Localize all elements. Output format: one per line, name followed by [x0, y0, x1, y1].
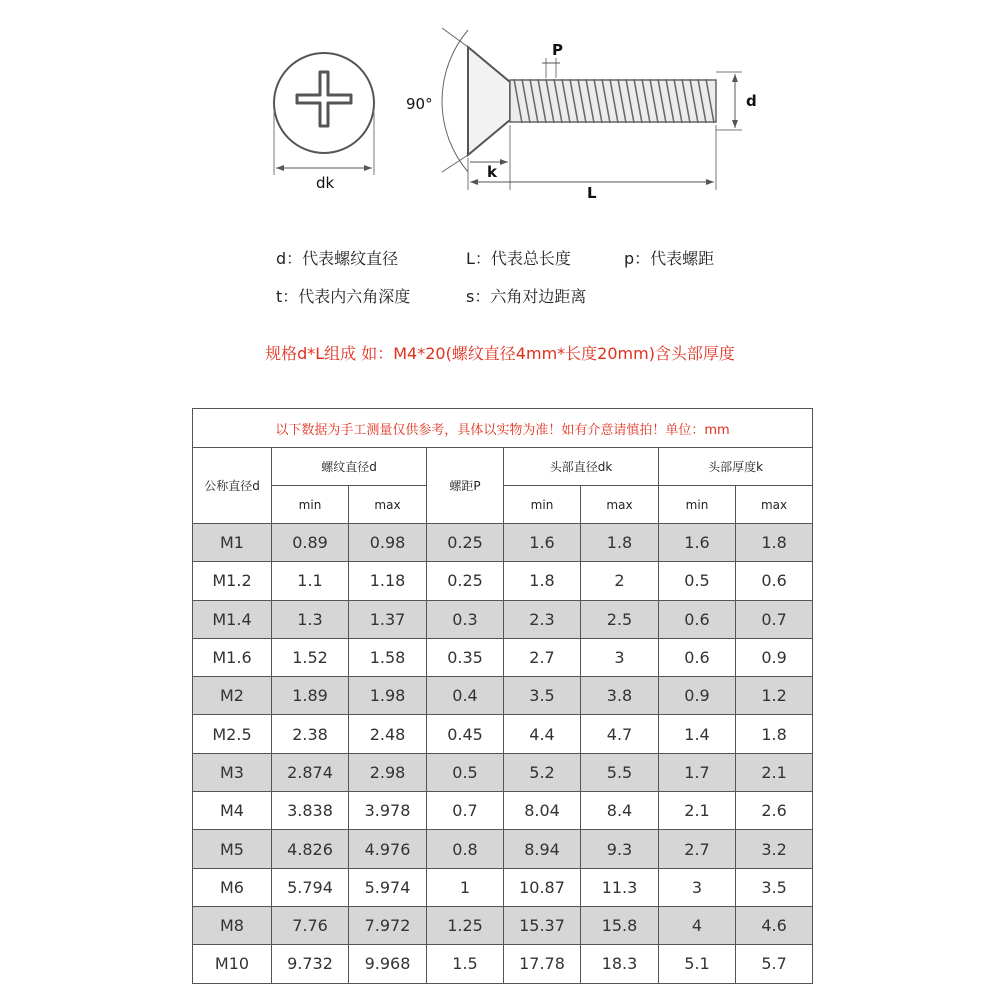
- cell-nominal: M5: [193, 830, 272, 868]
- cell-head-dia-min: 5.2: [504, 753, 581, 791]
- cell-thread-min: 1.1: [272, 562, 349, 600]
- cell-thread-min: 2.874: [272, 753, 349, 791]
- table-row: [193, 945, 813, 983]
- cell-head-thick-min: 0.9: [659, 677, 736, 715]
- cell-thread-max: 2.98: [349, 753, 427, 791]
- cell-head-dia-min: 10.87: [504, 868, 581, 906]
- cell-thread-max: 0.98: [349, 524, 427, 562]
- dk-label: dk: [316, 174, 335, 192]
- cell-head-dia-min: 1.8: [504, 562, 581, 600]
- cell-pitch: 0.25: [427, 562, 504, 600]
- cell-head-thick-max: 2.6: [736, 792, 813, 830]
- header-thread-diameter: 螺纹直径d: [272, 448, 427, 486]
- cell-nominal: M1: [193, 524, 272, 562]
- spec-table: [192, 408, 813, 984]
- cell-thread-min: 4.826: [272, 830, 349, 868]
- header-max: max: [349, 486, 427, 524]
- header-min: min: [659, 486, 736, 524]
- cell-nominal: M4: [193, 792, 272, 830]
- cell-thread-min: 7.76: [272, 906, 349, 944]
- cell-nominal: M1.6: [193, 638, 272, 676]
- cell-nominal: M1.2: [193, 562, 272, 600]
- cell-head-thick-min: 0.5: [659, 562, 736, 600]
- cell-head-thick-min: 2.1: [659, 792, 736, 830]
- cell-thread-max: 1.98: [349, 677, 427, 715]
- cell-head-dia-min: 8.04: [504, 792, 581, 830]
- cell-head-dia-max: 11.3: [581, 868, 659, 906]
- table-row: [193, 906, 813, 944]
- cell-head-dia-min: 2.3: [504, 600, 581, 638]
- cell-thread-min: 2.38: [272, 715, 349, 753]
- cell-head-thick-max: 4.6: [736, 906, 813, 944]
- cell-thread-max: 2.48: [349, 715, 427, 753]
- header-max: max: [581, 486, 659, 524]
- table-row: [193, 562, 813, 600]
- diameter-label: d: [746, 92, 757, 110]
- table-row: [193, 715, 813, 753]
- cell-pitch: 0.45: [427, 715, 504, 753]
- legend-d: d：代表螺纹直径: [276, 249, 399, 268]
- cell-head-dia-max: 8.4: [581, 792, 659, 830]
- cell-head-thick-max: 2.1: [736, 753, 813, 791]
- table-row: [193, 868, 813, 906]
- legend-s: s：六角对边距离: [466, 287, 587, 306]
- header-min: min: [504, 486, 581, 524]
- header-nominal: 公称直径d: [193, 448, 272, 524]
- length-label: L: [587, 184, 597, 202]
- head-thickness-label: k: [487, 163, 497, 181]
- header-min: min: [272, 486, 349, 524]
- cell-thread-min: 3.838: [272, 792, 349, 830]
- header-pitch: 螺距P: [427, 448, 504, 524]
- cell-head-dia-max: 2.5: [581, 600, 659, 638]
- cell-head-thick-max: 1.8: [736, 524, 813, 562]
- cell-head-dia-min: 17.78: [504, 945, 581, 983]
- cell-thread-min: 5.794: [272, 868, 349, 906]
- cell-thread-min: 1.3: [272, 600, 349, 638]
- cell-head-dia-min: 3.5: [504, 677, 581, 715]
- cell-nominal: M10: [193, 945, 272, 983]
- cell-thread-max: 7.972: [349, 906, 427, 944]
- cell-thread-max: 5.974: [349, 868, 427, 906]
- cell-nominal: M2: [193, 677, 272, 715]
- header-max: max: [736, 486, 813, 524]
- cell-head-dia-max: 5.5: [581, 753, 659, 791]
- legend-p: p：代表螺距: [624, 249, 715, 268]
- cell-thread-max: 4.976: [349, 830, 427, 868]
- cell-pitch: 0.7: [427, 792, 504, 830]
- legend-L: L：代表总长度: [466, 249, 571, 268]
- cell-pitch: 1: [427, 868, 504, 906]
- cell-thread-max: 3.978: [349, 792, 427, 830]
- cell-pitch: 0.35: [427, 638, 504, 676]
- cell-head-dia-max: 4.7: [581, 715, 659, 753]
- cell-pitch: 0.3: [427, 600, 504, 638]
- cell-head-thick-min: 2.7: [659, 830, 736, 868]
- cell-head-dia-max: 9.3: [581, 830, 659, 868]
- cell-head-thick-max: 1.2: [736, 677, 813, 715]
- cell-head-thick-min: 3: [659, 868, 736, 906]
- cell-thread-max: 1.58: [349, 638, 427, 676]
- cell-pitch: 0.5: [427, 753, 504, 791]
- cell-nominal: M2.5: [193, 715, 272, 753]
- cell-nominal: M3: [193, 753, 272, 791]
- angle-label: 90°: [406, 95, 433, 113]
- table-notice: 以下数据为手工测量仅供参考，具体以实物为准！如有介意请慎拍！单位：mm: [193, 409, 813, 448]
- cell-head-thick-min: 0.6: [659, 638, 736, 676]
- cell-pitch: 0.8: [427, 830, 504, 868]
- header-head-diameter: 头部直径dk: [504, 448, 659, 486]
- cell-head-dia-max: 18.3: [581, 945, 659, 983]
- table-row: [193, 638, 813, 676]
- cell-head-thick-min: 1.7: [659, 753, 736, 791]
- cell-thread-min: 0.89: [272, 524, 349, 562]
- cell-head-thick-max: 0.9: [736, 638, 813, 676]
- cell-thread-min: 9.732: [272, 945, 349, 983]
- cell-thread-max: 9.968: [349, 945, 427, 983]
- cell-head-dia-max: 15.8: [581, 906, 659, 944]
- cell-head-thick-max: 3.5: [736, 868, 813, 906]
- table-row: [193, 753, 813, 791]
- cell-head-thick-max: 0.6: [736, 562, 813, 600]
- cell-head-thick-max: 3.2: [736, 830, 813, 868]
- cell-head-thick-max: 1.8: [736, 715, 813, 753]
- cell-pitch: 0.25: [427, 524, 504, 562]
- screw-diagram: [0, 0, 1000, 220]
- cell-nominal: M8: [193, 906, 272, 944]
- table-row: [193, 524, 813, 562]
- header-head-thickness: 头部厚度k: [659, 448, 813, 486]
- cell-thread-max: 1.18: [349, 562, 427, 600]
- cell-nominal: M6: [193, 868, 272, 906]
- cell-head-thick-max: 5.7: [736, 945, 813, 983]
- cell-head-thick-min: 1.4: [659, 715, 736, 753]
- cell-pitch: 1.5: [427, 945, 504, 983]
- cell-head-dia-min: 4.4: [504, 715, 581, 753]
- cell-thread-min: 1.52: [272, 638, 349, 676]
- table-row: [193, 677, 813, 715]
- cell-head-dia-max: 2: [581, 562, 659, 600]
- cell-head-dia-max: 1.8: [581, 524, 659, 562]
- cell-pitch: 0.4: [427, 677, 504, 715]
- cell-head-dia-min: 15.37: [504, 906, 581, 944]
- spec-note: 规格d*L组成 如：M4*20(螺纹直径4mm*长度20mm)含头部厚度: [265, 344, 735, 363]
- cell-head-thick-min: 0.6: [659, 600, 736, 638]
- cell-pitch: 1.25: [427, 906, 504, 944]
- cell-head-thick-min: 5.1: [659, 945, 736, 983]
- cell-head-dia-min: 8.94: [504, 830, 581, 868]
- head-top-view: [274, 53, 374, 175]
- cell-head-dia-min: 1.6: [504, 524, 581, 562]
- pitch-label: P: [552, 41, 563, 59]
- table-row: [193, 830, 813, 868]
- cell-thread-max: 1.37: [349, 600, 427, 638]
- table-body: [193, 524, 813, 984]
- legend-t: t：代表内六角深度: [276, 287, 411, 306]
- cell-head-thick-max: 0.7: [736, 600, 813, 638]
- cell-head-thick-min: 4: [659, 906, 736, 944]
- table-row: [193, 792, 813, 830]
- cell-head-dia-max: 3.8: [581, 677, 659, 715]
- cell-nominal: M1.4: [193, 600, 272, 638]
- cell-head-dia-max: 3: [581, 638, 659, 676]
- table-row: [193, 600, 813, 638]
- cell-head-dia-min: 2.7: [504, 638, 581, 676]
- cell-head-thick-min: 1.6: [659, 524, 736, 562]
- cell-thread-min: 1.89: [272, 677, 349, 715]
